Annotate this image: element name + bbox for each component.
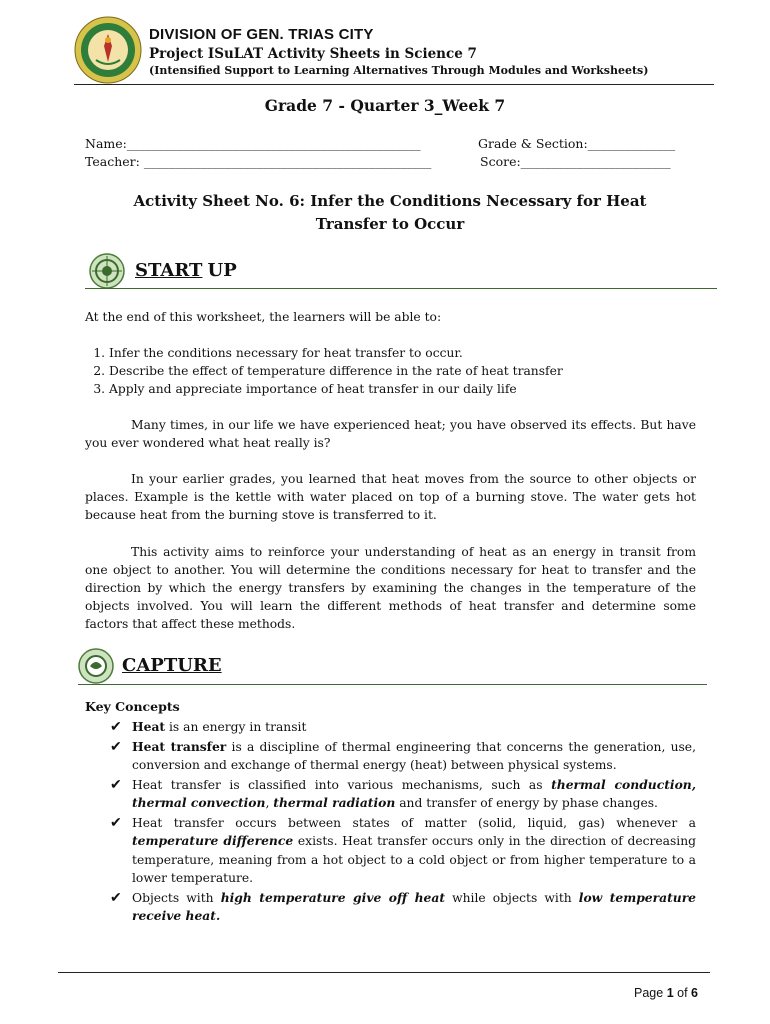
activity-title: [85, 190, 695, 236]
capture-rule: [78, 684, 707, 685]
objective-item: 1. Infer the conditions necessary for heat transfer to occur.: [109, 344, 719, 362]
concept-term: Heat transfer: [132, 738, 227, 754]
concept-term: thermal radiation: [273, 795, 396, 810]
page-label: Page: [634, 986, 664, 1000]
concept-text: is a discipline of thermal engineering that concerns the generation, use, conversion and exchange of thermal energy (heat) between physical systems.: [132, 739, 696, 772]
division-seal-logo: [74, 16, 142, 84]
concept-text: Objects with: [132, 890, 221, 905]
concept-text: is an energy in transit: [165, 720, 307, 734]
checkmark-icon: ✔: [110, 738, 122, 755]
target-icon: [89, 253, 125, 289]
start-up-paragraph-3: This activity aims to reinforce your understanding of heat as an energy in transit from one object to another. You will determine the conditions necessary for heat to transfer and the direction by which the energy transfers by examining the changes in the temperature of the objects involved. You will learn the different methods of heat transfer and determine some factors that affect these methods.: [85, 545, 696, 631]
start-up-rule: [85, 288, 717, 289]
list-item: [110, 738, 696, 775]
start-up-paragraph-1: Many times, in our life we have experienced heat; you have observed its effects. But have you ever wondered what heat really is?: [85, 418, 696, 450]
concept-text: exists. Heat transfer occurs only in the direction of decreasing temperature, meaning from a hot object to a cold object or from higher temperature to a lower temperature.: [132, 834, 697, 885]
page-total: 6: [691, 986, 698, 1000]
concept-term: Heat: [132, 719, 166, 734]
activity-title-line-1: Activity Sheet No. 6: Infer the Conditions Necessary for Heat: [133, 192, 647, 210]
score-field: Score:________________________: [480, 154, 671, 169]
start-up-heading: [135, 260, 237, 281]
start-up-title-a: START: [135, 260, 203, 281]
checkmark-icon: ✔: [110, 776, 122, 793]
project-subtitle: (Intensified Support to Learning Alternatives Through Modules and Worksheets): [149, 64, 649, 77]
concept-term: thermal conduction,: [551, 776, 696, 792]
list-item: [110, 718, 696, 737]
checkmark-icon: ✔: [110, 719, 122, 735]
list-item: [110, 814, 696, 888]
start-up-paragraph-2: In your earlier grades, you learned that heat moves from the source to other objects or places. Example is the kettle with water placed on top of a burning stove. The water gets hot because heat from the burning stove is transferred to it.: [85, 472, 696, 522]
concept-text: Heat transfer occurs between states of matter (solid, liquid, gas) whenever a: [132, 815, 696, 830]
project-heading: Project ISuLAT Activity Sheets in Science 7: [149, 46, 477, 62]
name-field: Name:_______________________________________________: [85, 136, 421, 151]
capture-title: CAPTURE: [122, 655, 222, 676]
grade-section-field: Grade & Section:______________: [478, 136, 676, 151]
start-up-intro: At the end of this worksheet, the learners will be able to:: [85, 310, 442, 324]
concept-term: thermal convection: [132, 795, 266, 810]
activity-title-line-2: Transfer to Occur: [315, 215, 465, 233]
page-number: [634, 986, 698, 1000]
objective-item: 2. Describe the effect of temperature difference in the rate of heat transfer: [109, 362, 719, 380]
header-rule: [74, 84, 714, 85]
objectives-list: [85, 344, 719, 398]
page-current: 1: [666, 986, 674, 1000]
concept-text: Heat transfer is classified into various mechanisms, such as: [132, 777, 552, 792]
concept-term: temperature difference: [132, 833, 294, 848]
division-heading: DIVISION OF GEN. TRIAS CITY: [149, 26, 374, 43]
checkmark-icon: ✔: [110, 814, 122, 831]
page-of-label: of: [677, 986, 688, 1000]
list-item: [110, 776, 696, 813]
footer-rule: [58, 972, 710, 973]
capture-heading: [122, 655, 222, 676]
start-up-title-b: UP: [207, 260, 237, 281]
key-concepts-title: Key Concepts: [85, 699, 180, 714]
concept-term: low temperature receive heat.: [132, 889, 697, 923]
concept-text: while objects with: [445, 890, 579, 905]
grade-line: Grade 7 - Quarter 3_Week 7: [264, 96, 506, 115]
concept-text: and transfer of energy by phase changes.: [395, 796, 658, 810]
capture-icon: [78, 648, 114, 684]
concept-term: high temperature give off heat: [220, 889, 446, 905]
list-item: [110, 889, 696, 926]
checkmark-icon: ✔: [110, 889, 122, 906]
teacher-field: Teacher: ______________________________________________: [85, 154, 432, 169]
key-concepts-list: [110, 718, 696, 927]
objective-item: 3. Apply and appreciate importance of heat transfer in our daily life: [109, 380, 719, 398]
concept-text: ,: [265, 796, 274, 810]
